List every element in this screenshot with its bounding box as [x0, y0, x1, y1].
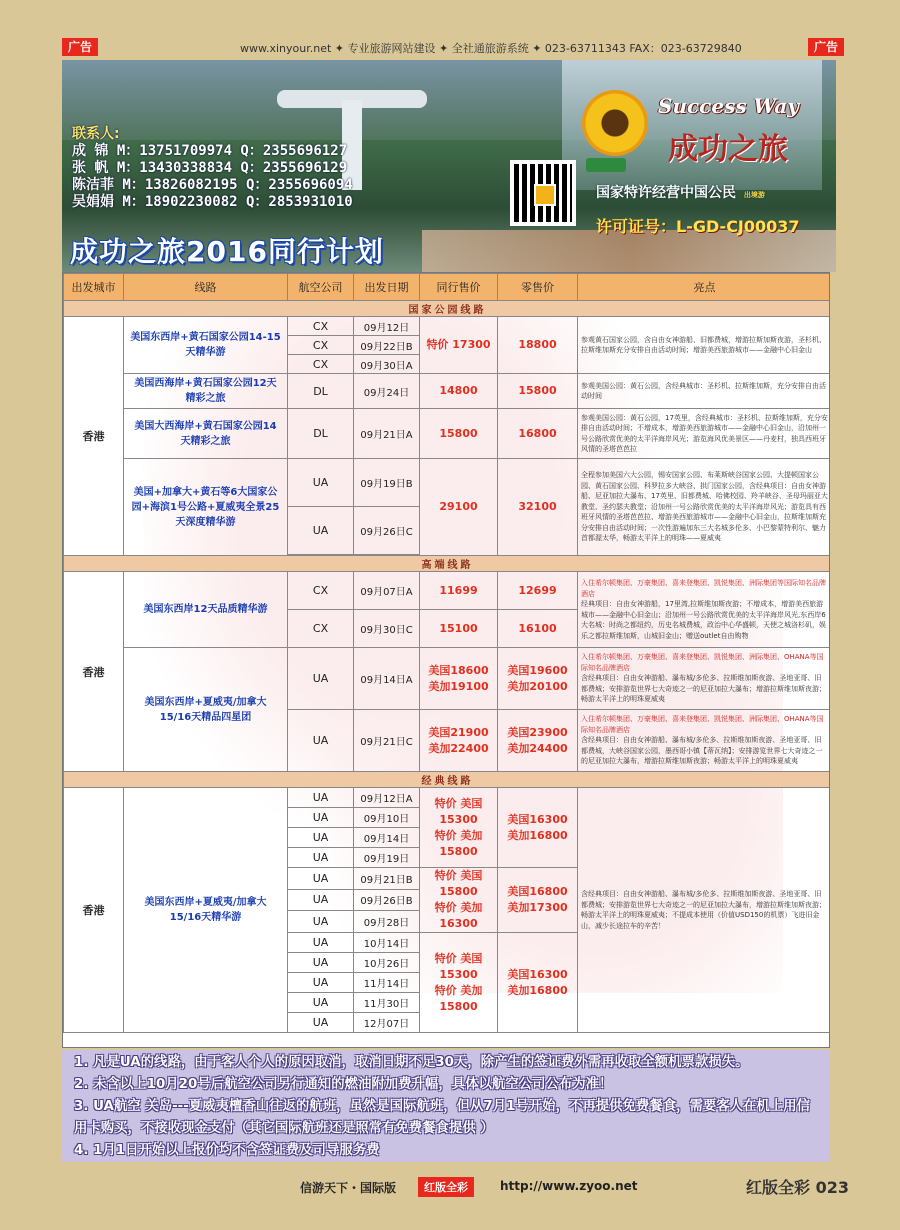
depart-date: 09月19日B: [354, 459, 420, 507]
contact-row: 张 帆 M：13430338834 Q：2355696129: [72, 160, 348, 176]
col-header: 出发日期: [354, 274, 420, 301]
highlight-text: 含经典项目：自由女神游船、瀑布城/多伦多、拉斯维加斯夜游、圣地亚哥、旧都费城；安排游览世界七大奇迹之一的尼亚加拉大瀑布，增游拉斯维加斯夜游；畅游太平洋上的明珠夏威夷；不提成本使用（价值USD150的机票）飞进旧金山，减少长途拉车的辛苦！: [578, 788, 831, 1033]
highlight-text: 参观黄石国家公园，含自由女神游船、旧都费城，增游拉斯加斯夜游，圣杉机、拉斯维加斯充分安排自由活动时间；增游美西旅游城市——金融中心旧金山: [578, 317, 831, 374]
route-name: 美国+加拿大+黄石等6大国家公园+海滨1号公路+夏威夷全景25天深度精华游: [124, 459, 288, 556]
depart-date: 11月30日: [354, 993, 420, 1013]
airline: UA: [288, 1013, 354, 1033]
col-header: 零售价: [498, 274, 578, 301]
retail-price: 美国16800 美加17300: [498, 868, 578, 933]
airline: UA: [288, 973, 354, 993]
retail-price: 美国23900 美加24400: [498, 710, 578, 772]
airline: UA: [288, 953, 354, 973]
highlight-text: 参观美国公园：黄石公园，17英里，含经典城市：圣杉机、拉斯维加斯，充分安排自由活动时间；不增成本，增游美西旅游城市——金融中心旧金山，沿加州一号公路欣赏优美的太平洋海岸风光；游览海风优美景区——丹麦村，独具西班牙风情的圣塔芭芭拉: [578, 409, 831, 459]
airline: CX: [288, 355, 354, 374]
page-footer: [0, 1172, 900, 1202]
trade-price: 美国21900 美加22400: [420, 710, 498, 772]
note-item: 1. 凡是UA的线路，由于客人个人的原因取消，取消日期不足30天，除产生的签证费外需再收取全额机票款损失。: [74, 1055, 749, 1070]
depart-date: 09月21日B: [354, 868, 420, 890]
trade-price: 美国18600 美加19100: [420, 648, 498, 710]
price-table: [63, 273, 830, 1033]
airline: UA: [288, 889, 354, 911]
ad-tag-right: 广告: [808, 38, 844, 56]
airline: DL: [288, 409, 354, 459]
top-bar: [0, 36, 900, 58]
price-table-container: [62, 272, 830, 1048]
retail-price: 15800: [498, 374, 578, 409]
airline: UA: [288, 993, 354, 1013]
departure-city: 香港: [64, 788, 124, 1033]
retail-price: 16800: [498, 409, 578, 459]
airline: UA: [288, 507, 354, 555]
license-number: 许可证号：L-GD-CJ00037: [596, 217, 800, 236]
retail-price: 美国16300 美加16800: [498, 933, 578, 1033]
depart-date: 10月26日: [354, 953, 420, 973]
highlight-text: [578, 710, 831, 772]
highlight-text: [578, 572, 831, 648]
route-name: 美国东西岸+黄石国家公园14-15天精华游: [124, 317, 288, 374]
retail-price: 18800: [498, 317, 578, 374]
airline: UA: [288, 911, 354, 933]
retail-price: 32100: [498, 459, 578, 556]
table-row: [64, 409, 831, 459]
trade-price: 特价 美国15300 特价 美加15800: [420, 788, 498, 868]
highlight-hotels: 入住希尔顿集团、万豪集团、喜来登集团、凯悦集团、洲际集团等国际知名品牌酒店: [581, 579, 826, 598]
contacts-title: 联系人:: [72, 126, 120, 142]
notes-box: [62, 1050, 830, 1162]
table-row: [64, 459, 831, 507]
route-name: 美国西海岸+黄石国家公园12天精彩之旅: [124, 374, 288, 409]
col-header: 出发城市: [64, 274, 124, 301]
retail-price: 美国16300 美加16800: [498, 788, 578, 868]
highlight-hotels: 入住希尔顿集团、万豪集团、喜来登集团、凯悦集团、洲际集团、OHANA等国际知名品牌酒店: [581, 715, 824, 734]
retail-price: 16100: [498, 610, 578, 648]
depart-date: 09月12日: [354, 317, 420, 336]
section-row: [64, 556, 831, 572]
trade-price: 29100: [420, 459, 498, 556]
license-highlight: 出境游: [743, 191, 765, 199]
airline: CX: [288, 610, 354, 648]
airline: UA: [288, 788, 354, 808]
departure-city: 香港: [64, 317, 124, 556]
page-number: 红版全彩 023: [746, 1178, 849, 1197]
depart-date: 12月07日: [354, 1013, 420, 1033]
depart-date: 09月26日B: [354, 889, 420, 911]
col-header: 线路: [124, 274, 288, 301]
col-header: 航空公司: [288, 274, 354, 301]
airline: CX: [288, 317, 354, 336]
airline: UA: [288, 868, 354, 890]
trade-price: 14800: [420, 374, 498, 409]
trade-price: 11699: [420, 572, 498, 610]
header-banner: [62, 60, 836, 272]
airline: UA: [288, 710, 354, 772]
depart-date: 11月14日: [354, 973, 420, 993]
sw-mark-icon: [586, 158, 626, 172]
highlight-detail: 含经典项目：自由女神游船、瀑布城/多伦多、拉斯维加斯夜游、圣地亚哥、旧都费城；安排游览世界七大奇迹之一的尼亚加拉大瀑布；增游拉斯维加斯夜游；畅游太平洋上的明珠夏威夷: [581, 674, 826, 704]
highlight-hotels: 入住希尔顿集团、万豪集团、喜来登集团、凯悦集团、洲际集团、OHANA等国际知名品牌酒店: [581, 653, 824, 672]
airline: UA: [288, 933, 354, 953]
section-row: [64, 772, 831, 788]
trade-price: 特价 17300: [420, 317, 498, 374]
section-title: 国家公园线路: [64, 301, 831, 317]
airline: CX: [288, 336, 354, 355]
airline: UA: [288, 648, 354, 710]
depart-date: 09月21日C: [354, 710, 420, 772]
airline: CX: [288, 572, 354, 610]
col-header: 亮点: [578, 274, 831, 301]
table-row: [64, 374, 831, 409]
license-text: 国家特许经营中国公民: [596, 185, 736, 201]
highlight-detail: 含经典项目：自由女神游船、瀑布城/多伦多、拉斯维加斯夜游、圣地亚哥、旧都费城，大峡谷国家公园，墨西哥小镇【蒂瓦纳】；安排游览世界七大奇迹之一的尼亚加拉大瀑布，增游拉斯维加斯夜游；畅游太平洋上的明珠夏威夷: [581, 736, 823, 766]
airline: UA: [288, 808, 354, 828]
section-title: 经典线路: [64, 772, 831, 788]
ad-tag-left: 广告: [62, 38, 98, 56]
section-row: [64, 301, 831, 317]
depart-date: 09月30日C: [354, 610, 420, 648]
depart-date: 09月14日: [354, 828, 420, 848]
footer-slogan: 信游天下・国际版: [300, 1181, 397, 1195]
note-item: 3. UA航空 关岛---夏威夷檀香山往返的航班，虽然是国际航班，但从7月1号开始，不再提供免费餐食，需要客人在机上用信用卡购买，不接收现金支付（其它国际航班还是照常有免费餐食提供 ）: [74, 1099, 810, 1136]
qr-code-icon: [510, 160, 576, 226]
highlight-text: [578, 648, 831, 710]
depart-date: 09月14日A: [354, 648, 420, 710]
trade-price: 15800: [420, 409, 498, 459]
table-header-row: [64, 274, 831, 301]
depart-date: 09月10日: [354, 808, 420, 828]
highlight-text: 全程参加美国六大公园，锡安国家公园、布莱斯峡谷国家公园、大提顿国家公园、黄石国家公园、科罗拉多大峡谷、拱门国家公园，含经典项目：自由女神游船、尼亚加拉大瀑布、17英里、旧都费城、哈佛校园、羚羊峡谷、圣母玛丽亚大教堂、圣约瑟夫教堂；沿加州一号公路欣赏优美的太平洋海岸风光；游览具有西班牙风情的圣塔芭芭拉、增游美西旅游城市——金融中心旧金山，拉斯维加斯充分安排自由活动时间；一次性游遍加东三大名城多伦多、小巴黎蒙特利尔、魅力首都渥太华，畅游太平洋上的明珠——夏威夷: [578, 459, 831, 556]
depart-date: 09月28日: [354, 911, 420, 933]
page-title: 成功之旅2016同行计划: [70, 235, 384, 268]
sunflower-logo-icon: [582, 90, 648, 156]
depart-date: 10月14日: [354, 933, 420, 953]
highlight-text: 参观美国公园：黄石公园，含经典城市：圣杉机、拉斯维加斯，充分安排自由活动时间: [578, 374, 831, 409]
license-line: [596, 182, 768, 202]
logo-english-name: Success Way: [658, 94, 799, 118]
route-name: 美国东西岸+夏威夷/加拿大15/16天精品四星团: [124, 648, 288, 772]
top-contact-line: www.xinyour.net ✦ 专业旅游网站建设 ✦ 全社通旅游系统 ✦ 023-63711343 FAX：023-63729840: [240, 42, 742, 55]
depart-date: 09月19日: [354, 848, 420, 868]
note-item: 4. 1月1日开始以上报价均不含签证费及司导服务费: [74, 1143, 380, 1158]
airline: UA: [288, 459, 354, 507]
table-row: [64, 572, 831, 610]
airline: DL: [288, 374, 354, 409]
trade-price: 15100: [420, 610, 498, 648]
footer-url-link[interactable]: http://www.zyoo.net: [500, 1179, 638, 1193]
route-name: 美国东西岸+夏威夷/加拿大15/16天精华游: [124, 788, 288, 1033]
logo-chinese-name: 成功之旅: [668, 132, 788, 167]
depart-date: 09月26日C: [354, 507, 420, 555]
note-item: 2. 未含以上10月20号后航空公司另行通知的燃油附加费升幅，具体以航空公司公布为准！: [74, 1077, 613, 1092]
airline: UA: [288, 828, 354, 848]
contacts-block: [72, 126, 353, 211]
depart-date: 09月30日A: [354, 355, 420, 374]
trade-price: 特价 美国15300 特价 美加15800: [420, 933, 498, 1033]
contact-row: 吴娟娟 M：18902230082 Q：2853931010: [72, 194, 353, 210]
depart-date: 09月21日A: [354, 409, 420, 459]
route-name: 美国东西岸12天品质精华游: [124, 572, 288, 648]
depart-date: 09月24日: [354, 374, 420, 409]
retail-price: 美国19600 美加20100: [498, 648, 578, 710]
company-logo: [582, 82, 832, 182]
highlight-detail: 经典项目：自由女神游船，17里湾,拉斯维加斯夜游；不增成本，增游美西旅游城市——金融中心旧金山；沿加州一号公路欣赏优美的太平洋海岸风光,东西岸6大名城：时尚之都纽约，历史名城费城，政治中心华盛顿，天使之城洛杉矶，娱乐之都拉斯维加斯，山城旧金山；赠送outlet自由购物: [581, 600, 826, 640]
section-title: 高端线路: [64, 556, 831, 572]
depart-date: 09月22日B: [354, 336, 420, 355]
route-name: 美国大西海岸+黄石国家公园14天精彩之旅: [124, 409, 288, 459]
retail-price: 12699: [498, 572, 578, 610]
depart-date: 09月07日A: [354, 572, 420, 610]
col-header: 同行售价: [420, 274, 498, 301]
table-row: [64, 317, 831, 336]
contact-row: 成 锦 M：13751709974 Q：2355696127: [72, 143, 348, 159]
table-row: [64, 648, 831, 710]
contact-row: 陈洁菲 M：13826082195 Q：2355696094: [72, 177, 353, 193]
table-row: [64, 788, 831, 808]
airline: UA: [288, 848, 354, 868]
footer-badge: 红版全彩: [418, 1177, 474, 1197]
depart-date: 09月12日A: [354, 788, 420, 808]
trade-price: 特价 美国15800 特价 美加16300: [420, 868, 498, 933]
departure-city: 香港: [64, 572, 124, 772]
